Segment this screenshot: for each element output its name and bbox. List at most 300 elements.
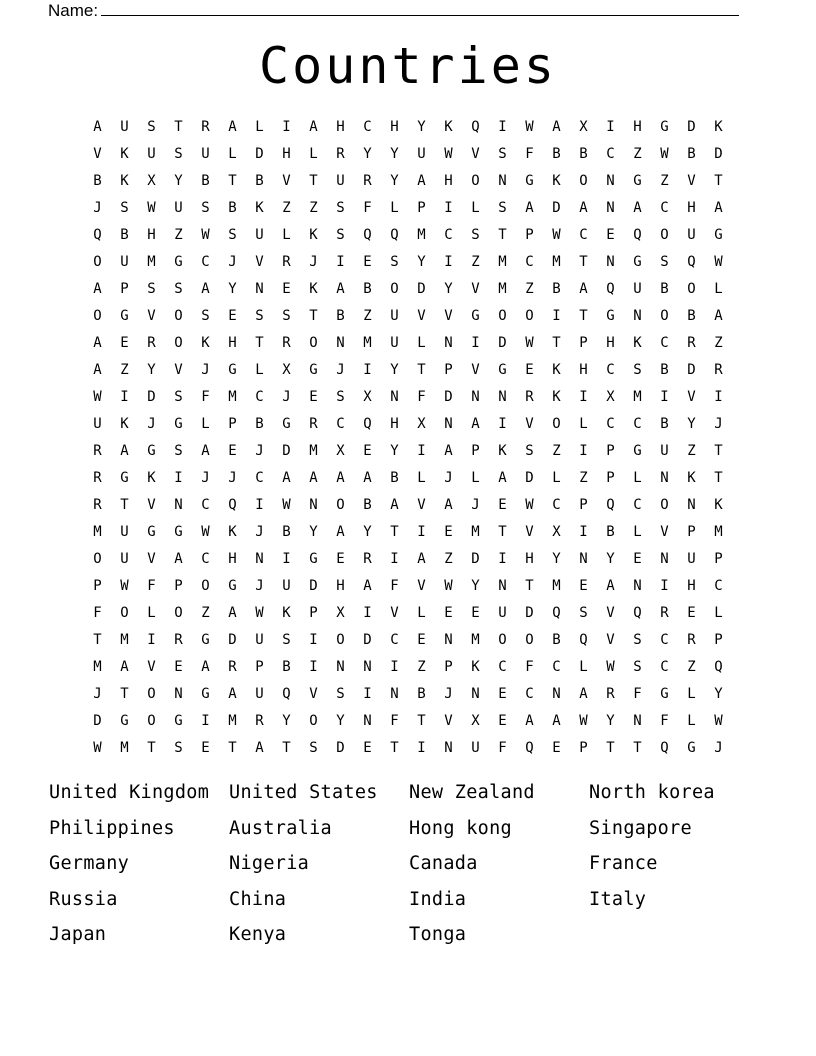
grid-letter: R [282, 253, 291, 270]
grid-letter: A [93, 361, 102, 378]
grid-letter: U [120, 550, 129, 567]
grid-letter: F [660, 712, 669, 729]
grid-letter: N [633, 712, 642, 729]
grid-letter: I [255, 496, 264, 513]
grid-letter: N [606, 199, 615, 216]
grid-letter: V [525, 415, 534, 432]
grid-letter: O [552, 415, 561, 432]
grid-letter: I [282, 550, 291, 567]
grid-letter: I [309, 658, 318, 675]
grid-letter: I [120, 388, 129, 405]
grid-letter: A [309, 469, 318, 486]
grid-letter: Q [687, 253, 696, 270]
grid-letter: V [174, 361, 183, 378]
grid-letter: J [93, 685, 102, 702]
grid-letter: H [282, 145, 291, 162]
grid-letter: N [174, 496, 183, 513]
grid-letter: A [417, 172, 426, 189]
grid-letter: T [93, 631, 102, 648]
grid-letter: T [498, 226, 507, 243]
grid-letter: O [174, 604, 183, 621]
grid-letter: V [282, 172, 291, 189]
grid-letter: I [498, 118, 507, 135]
grid-letter: O [147, 712, 156, 729]
grid-letter: W [525, 118, 534, 135]
grid-letter: L [228, 145, 237, 162]
grid-letter: Q [228, 496, 237, 513]
grid-letter: U [201, 145, 210, 162]
grid-letter: K [552, 361, 561, 378]
grid-letter: Z [174, 226, 183, 243]
name-underline[interactable] [101, 0, 739, 16]
grid-letter: J [93, 199, 102, 216]
grid-letter: C [201, 253, 210, 270]
grid-letter: V [93, 145, 102, 162]
word-list-item: China [229, 888, 287, 910]
grid-letter: G [201, 631, 210, 648]
grid-letter: O [201, 577, 210, 594]
grid-letter: X [579, 118, 588, 135]
grid-letter: K [471, 658, 480, 675]
grid-letter: A [444, 442, 453, 459]
grid-letter: N [336, 658, 345, 675]
grid-letter: W [147, 199, 156, 216]
grid-letter: B [282, 523, 291, 540]
grid-letter: D [687, 361, 696, 378]
grid-letter: U [417, 145, 426, 162]
grid-letter: E [444, 604, 453, 621]
grid-letter: N [687, 496, 696, 513]
grid-letter: J [228, 469, 237, 486]
grid-letter: I [363, 685, 372, 702]
grid-letter: K [120, 415, 129, 432]
grid-letter: L [471, 469, 480, 486]
grid-letter: S [525, 442, 534, 459]
grid-letter: Z [120, 361, 129, 378]
grid-letter: S [147, 280, 156, 297]
grid-letter: N [606, 172, 615, 189]
grid-letter: K [552, 172, 561, 189]
grid-letter: N [471, 685, 480, 702]
grid-letter: W [201, 226, 210, 243]
grid-letter: Y [147, 361, 156, 378]
grid-letter: U [471, 739, 480, 756]
grid-letter: V [417, 496, 426, 513]
grid-letter: P [579, 496, 588, 513]
grid-letter: N [498, 172, 507, 189]
grid-letter: U [687, 550, 696, 567]
grid-letter: O [120, 604, 129, 621]
grid-letter: D [471, 550, 480, 567]
grid-letter: C [579, 226, 588, 243]
word-list-item: Canada [409, 853, 478, 874]
grid-letter: B [417, 685, 426, 702]
grid-letter: E [282, 280, 291, 297]
grid-letter: H [687, 199, 696, 216]
word-list-item: New Zealand [409, 782, 535, 803]
grid-letter: O [147, 685, 156, 702]
word-search-grid [84, 113, 732, 761]
grid-letter: V [147, 658, 156, 675]
grid-letter: L [255, 118, 264, 135]
grid-letter: T [174, 118, 183, 135]
grid-letter: G [714, 226, 723, 243]
grid-letter: A [255, 739, 264, 756]
grid-letter: W [525, 334, 534, 351]
grid-letter: C [660, 334, 669, 351]
grid-letter: C [633, 496, 642, 513]
grid-letter: C [363, 118, 372, 135]
grid-letter: T [606, 739, 615, 756]
grid-letter: T [714, 442, 723, 459]
grid-letter: E [552, 739, 561, 756]
grid-letter: K [687, 469, 696, 486]
grid-letter: E [363, 739, 372, 756]
grid-letter: A [417, 550, 426, 567]
grid-letter: O [498, 307, 507, 324]
grid-letter: S [174, 280, 183, 297]
grid-letter: P [93, 577, 102, 594]
grid-letter: O [174, 307, 183, 324]
grid-letter: K [282, 604, 291, 621]
grid-letter: S [228, 226, 237, 243]
grid-letter: V [687, 388, 696, 405]
grid-letter: E [336, 550, 345, 567]
grid-letter: G [606, 307, 615, 324]
grid-letter: S [174, 739, 183, 756]
grid-letter: I [363, 361, 372, 378]
grid-letter: K [309, 226, 318, 243]
grid-letter: Z [660, 172, 669, 189]
word-list-item: Australia [229, 817, 332, 839]
grid-letter: E [687, 604, 696, 621]
grid-letter: G [309, 550, 318, 567]
grid-letter: W [93, 739, 102, 756]
grid-letter: R [255, 712, 264, 729]
grid-letter: M [147, 253, 156, 270]
grid-letter: P [606, 442, 615, 459]
grid-letter: F [93, 604, 102, 621]
grid-letter: M [498, 253, 507, 270]
grid-letter: W [525, 496, 534, 513]
grid-letter: K [309, 280, 318, 297]
grid-letter: R [93, 496, 102, 513]
grid-letter: L [309, 145, 318, 162]
grid-letter: T [120, 496, 129, 513]
grid-letter: T [228, 739, 237, 756]
grid-letter: S [579, 604, 588, 621]
grid-letter: S [120, 199, 129, 216]
grid-letter: O [336, 631, 345, 648]
grid-letter: Y [714, 685, 723, 702]
grid-letter: R [525, 388, 534, 405]
grid-letter: A [336, 523, 345, 540]
grid-letter: R [228, 658, 237, 675]
grid-letter: Y [390, 442, 399, 459]
grid-letter: C [201, 550, 210, 567]
grid-letter: T [525, 577, 534, 594]
grid-letter: W [444, 145, 453, 162]
grid-letter: T [417, 712, 426, 729]
grid-letter: A [93, 334, 102, 351]
grid-letter: Y [606, 712, 615, 729]
grid-letter: D [282, 442, 291, 459]
grid-letter: K [714, 496, 723, 513]
grid-letter: X [363, 388, 372, 405]
grid-letter: O [525, 307, 534, 324]
grid-letter: T [714, 172, 723, 189]
grid-letter: E [363, 442, 372, 459]
grid-letter: H [228, 550, 237, 567]
grid-letter: Q [390, 226, 399, 243]
grid-letter: D [336, 739, 345, 756]
grid-letter: J [444, 469, 453, 486]
grid-letter: R [714, 361, 723, 378]
grid-letter: J [201, 469, 210, 486]
word-list-item: United Kingdom [49, 782, 210, 803]
grid-letter: V [147, 496, 156, 513]
grid-letter: P [714, 550, 723, 567]
grid-letter: L [201, 415, 210, 432]
grid-letter: I [579, 523, 588, 540]
grid-letter: S [174, 145, 183, 162]
grid-letter: F [633, 685, 642, 702]
grid-letter: J [282, 388, 291, 405]
grid-letter: Z [444, 550, 453, 567]
grid-letter: O [687, 280, 696, 297]
grid-letter: J [471, 496, 480, 513]
grid-letter: A [201, 442, 210, 459]
grid-letter: M [309, 442, 318, 459]
name-field[interactable] [48, 0, 739, 21]
grid-letter: M [471, 523, 480, 540]
grid-letter: Q [471, 118, 480, 135]
grid-letter: Z [687, 658, 696, 675]
grid-letter: I [390, 550, 399, 567]
grid-letter: B [363, 280, 372, 297]
grid-letter: L [282, 226, 291, 243]
grid-letter: J [714, 739, 723, 756]
grid-letter: M [552, 253, 561, 270]
grid-letter: A [228, 685, 237, 702]
grid-letter: E [633, 550, 642, 567]
grid-letter: G [174, 415, 183, 432]
grid-letter: H [579, 361, 588, 378]
grid-letter: A [444, 496, 453, 513]
grid-letter: B [255, 415, 264, 432]
grid-letter: T [147, 739, 156, 756]
grid-letter: P [174, 577, 183, 594]
grid-letter: P [417, 199, 426, 216]
grid-letter: W [255, 604, 264, 621]
grid-letter: P [471, 442, 480, 459]
grid-letter: C [201, 496, 210, 513]
grid-letter: Y [363, 523, 372, 540]
grid-letter: Y [309, 523, 318, 540]
grid-letter: A [93, 280, 102, 297]
grid-letter: K [228, 523, 237, 540]
grid-letter: N [336, 334, 345, 351]
grid-letter: Z [633, 145, 642, 162]
grid-letter: V [687, 172, 696, 189]
grid-letter: E [228, 307, 237, 324]
grid-letter: Z [714, 334, 723, 351]
grid-letter: V [606, 631, 615, 648]
grid-letter: N [552, 685, 561, 702]
word-list-item: Kenya [229, 924, 287, 945]
grid-letter: S [174, 388, 183, 405]
grid-letter: P [579, 334, 588, 351]
grid-letter: I [471, 334, 480, 351]
grid-letter: E [201, 739, 210, 756]
grid-letter: I [579, 442, 588, 459]
grid-letter: J [201, 361, 210, 378]
grid-letter: U [93, 415, 102, 432]
grid-letter: I [606, 118, 615, 135]
grid-letter: N [363, 712, 372, 729]
grid-letter: M [120, 631, 129, 648]
grid-letter: N [390, 388, 399, 405]
grid-letter: J [309, 253, 318, 270]
word-list-item: Singapore [589, 817, 692, 839]
grid-letter: D [687, 118, 696, 135]
word-list-item: Japan [49, 924, 107, 945]
grid-letter: Y [444, 280, 453, 297]
grid-letter: C [660, 631, 669, 648]
grid-letter: K [552, 388, 561, 405]
grid-letter: E [309, 388, 318, 405]
grid-letter: F [147, 577, 156, 594]
grid-letter: S [498, 199, 507, 216]
grid-letter: I [498, 415, 507, 432]
grid-letter: T [255, 334, 264, 351]
grid-letter: R [147, 334, 156, 351]
grid-letter: O [525, 631, 534, 648]
word-list-item: Philippines [49, 817, 175, 839]
grid-letter: E [228, 442, 237, 459]
grid-letter: O [309, 334, 318, 351]
grid-letter: U [390, 307, 399, 324]
grid-letter: S [633, 631, 642, 648]
grid-letter: K [201, 334, 210, 351]
grid-letter: V [255, 253, 264, 270]
grid-letter: F [363, 199, 372, 216]
grid-letter: L [633, 523, 642, 540]
grid-letter: R [201, 118, 210, 135]
grid-letter: T [579, 253, 588, 270]
grid-letter: J [228, 253, 237, 270]
grid-letter: F [201, 388, 210, 405]
grid-letter: S [309, 739, 318, 756]
grid-letter: A [93, 118, 102, 135]
grid-letter: C [606, 361, 615, 378]
grid-letter: R [363, 172, 372, 189]
grid-letter: N [606, 253, 615, 270]
grid-letter: E [525, 361, 534, 378]
word-list-item: Italy [589, 888, 647, 910]
grid-letter: J [444, 685, 453, 702]
grid-letter: V [660, 523, 669, 540]
grid-letter: Q [363, 415, 372, 432]
grid-letter: I [201, 712, 210, 729]
grid-letter: Q [525, 739, 534, 756]
grid-letter: M [120, 739, 129, 756]
grid-letter: K [120, 145, 129, 162]
grid-letter: S [255, 307, 264, 324]
grid-letter: Z [363, 307, 372, 324]
grid-letter: Q [606, 280, 615, 297]
grid-letter: W [201, 523, 210, 540]
grid-letter: A [633, 199, 642, 216]
grid-letter: R [336, 145, 345, 162]
grid-letter: C [525, 685, 534, 702]
grid-letter: L [687, 685, 696, 702]
grid-letter: G [147, 523, 156, 540]
grid-letter: E [471, 604, 480, 621]
grid-letter: Y [390, 172, 399, 189]
grid-letter: U [120, 523, 129, 540]
grid-letter: C [444, 226, 453, 243]
grid-letter: O [93, 253, 102, 270]
grid-letter: B [552, 145, 561, 162]
grid-letter: G [309, 361, 318, 378]
grid-letter: G [120, 712, 129, 729]
grid-letter: T [633, 739, 642, 756]
grid-letter: U [687, 226, 696, 243]
grid-letter: B [255, 172, 264, 189]
grid-letter: I [282, 118, 291, 135]
grid-letter: A [228, 604, 237, 621]
grid-letter: B [579, 145, 588, 162]
grid-letter: A [525, 712, 534, 729]
grid-letter: D [363, 631, 372, 648]
grid-letter: Q [579, 631, 588, 648]
grid-letter: C [498, 658, 507, 675]
grid-letter: I [147, 631, 156, 648]
grid-letter: W [714, 253, 723, 270]
grid-letter: A [579, 685, 588, 702]
grid-letter: G [633, 172, 642, 189]
grid-letter: A [552, 118, 561, 135]
grid-letter: Q [633, 604, 642, 621]
grid-letter: I [417, 523, 426, 540]
word-list-item: India [409, 888, 467, 910]
grid-letter: A [120, 658, 129, 675]
grid-letter: Q [363, 226, 372, 243]
grid-letter: A [174, 550, 183, 567]
grid-letter: U [174, 199, 183, 216]
grid-letter: M [417, 226, 426, 243]
grid-letter: M [714, 523, 723, 540]
grid-letter: B [282, 658, 291, 675]
word-list-item: Germany [49, 853, 130, 874]
grid-letter: S [660, 253, 669, 270]
grid-letter: M [228, 388, 237, 405]
grid-letter: A [363, 469, 372, 486]
grid-letter: M [471, 631, 480, 648]
grid-letter: Y [390, 145, 399, 162]
grid-letter: O [660, 307, 669, 324]
grid-letter: J [147, 415, 156, 432]
grid-letter: R [174, 631, 183, 648]
grid-letter: S [633, 658, 642, 675]
grid-letter: G [201, 685, 210, 702]
grid-letter: U [498, 604, 507, 621]
grid-letter: A [498, 469, 507, 486]
grid-letter: D [525, 469, 534, 486]
grid-letter: P [255, 658, 264, 675]
grid-letter: B [120, 226, 129, 243]
